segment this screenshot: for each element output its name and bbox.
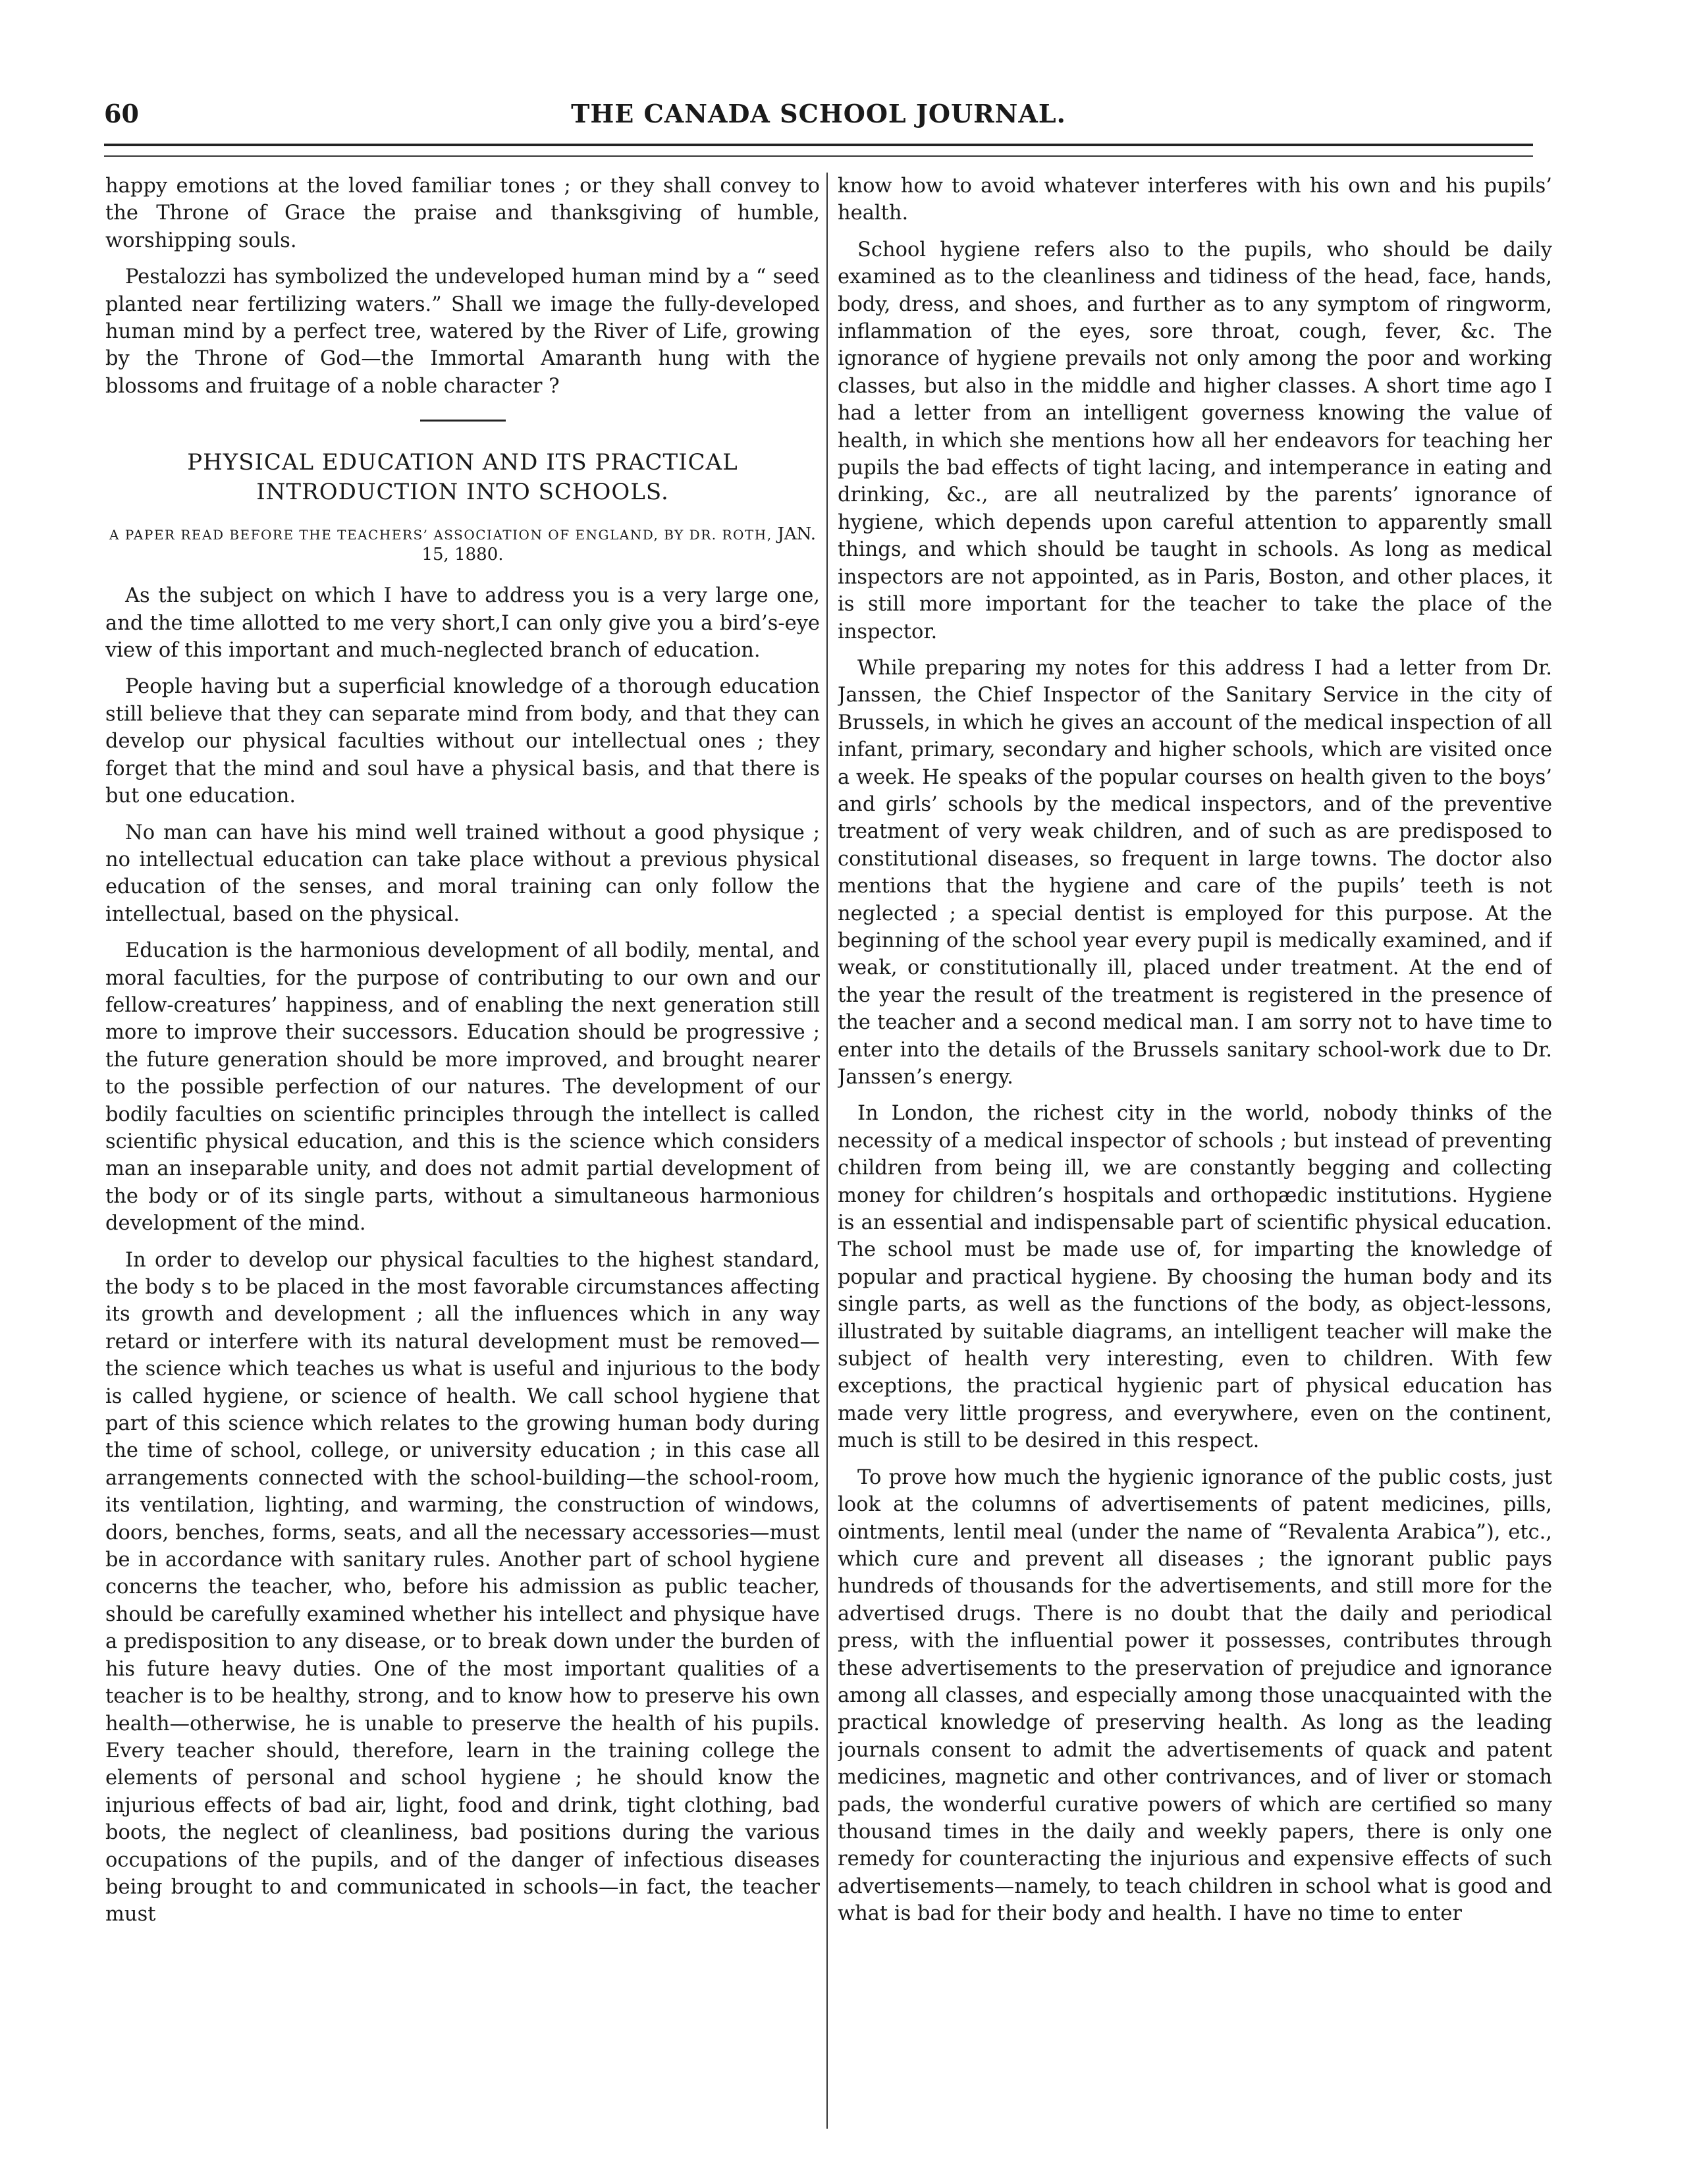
section-divider <box>420 420 506 422</box>
article-paragraph: School hygiene refers also to the pupils, who should be daily examined as to the cleanliness and tidiness of the head, face, hands, body, dress, and shoes, and further as to any symptom of ringworm, inflammation of the eyes, sore throat, cough, fever, &c. The ignorance of hygiene prevails not only among the poor and working classes, but also in the middle and higher classes. A short time ago I had a letter from an intelligent governess knowing the value of health, in which she mentions how all her endeavors for teaching her pupils the bad effects of tight lacing, and intemperance in eating and drinking, &c., are all neutralized by the parents’ ignorance of hygiene, which depends upon careful attention to apparently small things, and which should be taught in schools. As long as medical inspectors are not appointed, as in Paris, Boston, and other places, it is still more important for the teacher to take the place of the inspector. <box>838 238 1552 643</box>
pestalozzi-paragraph: Pestalozzi has symbolized the undeveloped human mind by a “ seed planted near fertilizing waters.” Shall we image the fully-developed human mind by a perfect tree, watered by the River of Life, growing by the Throne of God—the Immortal Amaranth hung with the blossoms and fruitage of a noble character ? <box>105 265 820 398</box>
article-paragraph: People having but a superficial knowledge of a thorough education still believe that they can separate mind from body, and that they can develop our physical faculties without our intellectual ones ; they forget that the mind and soul have a physical basis, and that there is but one education. <box>105 675 820 808</box>
article-paragraph: In order to develop our physical faculties to the highest standard, the body s to be placed in the most favorable circumstances affecting its growth and development ; all the influences which in any way retard or interfere with its natural development must be removed—the science which teaches us what is useful and injurious to the body is called hygiene, or science of health. We call school hygiene that part of this science which relates to the growing human body during the time of school, college, or university education ; in this case all arrangements connected with the school-building—the school-room, its ventilation, lighting, and warming, the construction of windows, doors, benches, forms, seats, and all the necessary accessories—must be in accordance with sanitary rules. Another part of school hygiene concerns the teacher, who, before his admission as public teacher, should be carefully examined whether his intellect and physique have a predisposition to any disease, or to break down under the burden of his future heavy duties. One of the most important qualities of a teacher is to be healthy, strong, and to know how to preserve his own health—otherwise, he is unable to preserve the health of his pupils. Every teacher should, therefore, learn in the training college the elements of personal and school hygiene ; he should know the injurious effects of bad air, light, food and drink, tight clothing, bad boots, the neglect of cleanliness, bad positions during the various occupations of the pupils, and of the danger of infectious diseases being brought to and communicated in schools—in fact, the teacher must <box>105 1248 820 1926</box>
article-paragraph: In London, the richest city in the world, nobody thinks of the necessity of a medical inspector of schools ; but instead of preventing children from being ill, we are constantly begging and collecting money for children’s hospitals and orthopædic institutions. Hygiene is an essential and indispensable part of scientific physical education. The school must be made use of, for imparting the knowledge of popular and practical hygiene. By choosing the human body and its single parts, as well as the functions of the body, as object-lessons, illustrated by suitable diagrams, an intelligent teacher will make the subject of health very interesting, even to children. With few exceptions, the practical hygienic part of physical education has made very little progress, and everywhere, even on the continent, much is still to be desired in this respect. <box>838 1102 1552 1453</box>
page-header <box>104 99 1533 138</box>
article-paragraph: Education is the harmonious development of all bodily, mental, and moral faculties, for the purpose of contributing to our own and our fellow-creatures’ happiness, and of enabling the next generation still more to improve their successors. Education should be progressive ; the future generation should be more improved, and brought nearer to the possible perfection of our natures. The development of our bodily faculties on scientific principles through the intellect is called scientific physical education, and this is the science which considers man an inseparable unity, and does not admit partial development of the body or of its single parts, without a simultaneous harmonious development of the mind. <box>105 939 820 1236</box>
article-paragraph: To prove how much the hygienic ignorance of the public costs, just look at the columns of advertisements of patent medicines, pills, ointments, lentil meal (under the name of “Revalenta Arabica”), etc., which cure and prevent all diseases ; the ignorant public pays hundreds of thousands for the advertisements, and still more for the advertised drugs. There is no doubt that the daily and periodical press, with the influential power it possesses, contributes through these advertisements to the preservation of prejudice and ignorance among all classes, and especially among those unacquainted with the practical knowledge of preserving health. As long as the leading journals consent to admit the advertisements of quack and patent medicines, magnetic and other contrivances, and of liver or stomach pads, the wonderful curative powers of which are certified so many thousand times in the daily and weekly papers, there is only one remedy for counteracting the injurious and expensive effects of such advertisements—namely, to teach children in school what is good and what is bad for their body and health. I have no time to enter <box>838 1465 1552 1926</box>
header-rule-thin <box>104 155 1533 157</box>
page-number: 60 <box>104 99 139 128</box>
article-paragraph: As the subject on which I have to address you is a very large one, and the time allotted to me very short,I can only give you a bird’s-eye view of this important and much-neglected branch of education. <box>105 584 820 663</box>
byline-date: JAN. 15, 1880. <box>421 524 816 565</box>
left-column <box>105 173 820 2122</box>
right-column <box>838 173 1552 2122</box>
article-paragraph: No man can have his mind well trained without a good physique ; no intellectual education can take place without a previous physical education of the senses, and moral training can only follow the intellectual, based on the physical. <box>105 821 820 926</box>
continued-paragraph: happy emotions at the loved familiar tones ; or they shall convey to the Throne of Grace the praise and thanksgiving of humble, worshipping souls. <box>105 175 820 252</box>
article-byline <box>105 524 820 565</box>
article-title: PHYSICAL EDUCATION AND ITS PRACTICAL INTRODUCTION INTO SCHOOLS. <box>187 449 738 506</box>
byline-text: A PAPER READ BEFORE THE TEACHERS’ ASSOCIATION OF ENGLAND, BY DR. ROTH, <box>109 527 772 543</box>
header-rule <box>104 144 1533 146</box>
column-divider <box>826 173 828 2129</box>
journal-title: THE CANADA SCHOOL JOURNAL. <box>571 99 1066 128</box>
article-paragraph: know how to avoid whatever interferes with his own and his pupils’ health. <box>838 175 1552 225</box>
article-paragraph: While preparing my notes for this address I had a letter from Dr. Janssen, the Chief Inspector of the Sanitary Service in the city of Brussels, in which he gives an account of the medical inspection of all infant, primary, secondary and higher schools, which are visited once a week. He speaks of the popular courses on health given to the boys’ and girls’ schools by the medical inspectors, and of the preventive treatment of very weak children, and of such as are predisposed to constitutional diseases, so frequent in large towns. The doctor also mentions that the hygiene and care of the pupils’ teeth is not neglected ; a special dentist is employed for this purpose. At the beginning of the school year every pupil is medically examined, and if weak, or constitutionally ill, placed under treatment. At the end of the year the result of the treatment is registered in the presence of the teacher and a second medical man. I am sorry not to have time to enter into the details of the Brussels sanitary school-work due to Dr. Janssen’s energy. <box>838 656 1552 1089</box>
